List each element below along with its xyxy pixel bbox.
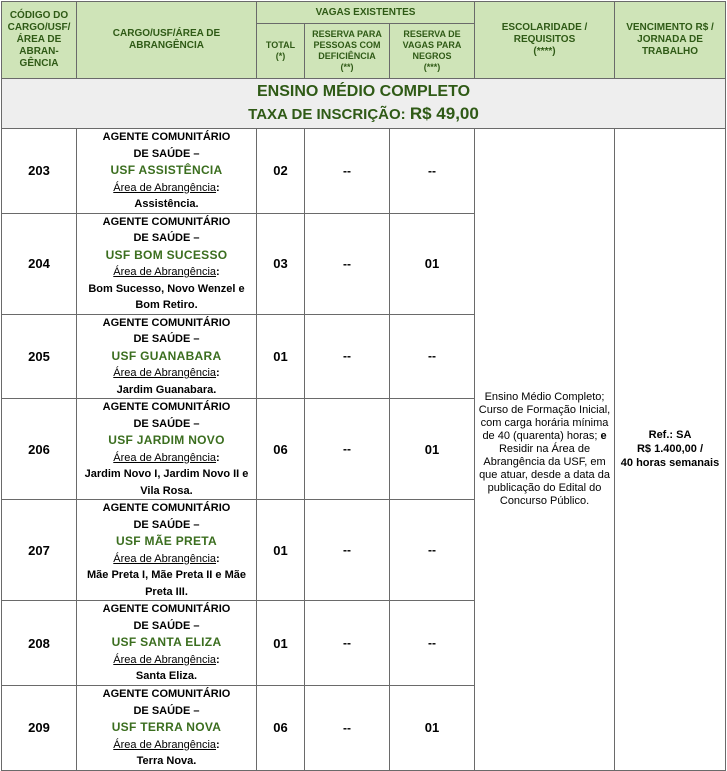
usf-name: USF BOM SUCESSO bbox=[105, 247, 228, 262]
area-value: Jardim Novo I, Jardim Novo II e Vila Rosa. bbox=[84, 468, 249, 497]
header-cargo: CARGO/USF/ÁREA DE ABRANGÊNCIA bbox=[77, 2, 257, 79]
vagas-total: 03 bbox=[257, 213, 305, 314]
cargo-description: AGENTE COMUNITÁRIO DE SAÚDE – USF JARDIM NOVO Área de Abrangência: Jardim Novo I, Jardim Novo II e Vila Rosa. bbox=[77, 399, 257, 500]
cargo-line-2: DE SAÚDE – bbox=[133, 232, 200, 244]
cargo-code: 207 bbox=[2, 500, 77, 601]
vagas-negros: -- bbox=[390, 314, 475, 399]
cargo-line-2: DE SAÚDE – bbox=[133, 619, 200, 632]
cargo-code: 208 bbox=[2, 601, 77, 686]
cargo-code: 203 bbox=[2, 129, 77, 214]
vagas-pcd: -- bbox=[305, 500, 390, 601]
cargo-line-1: AGENTE COMUNITÁRIO bbox=[102, 401, 231, 413]
cargo-line-1: AGENTE COMUNITÁRIO bbox=[102, 316, 231, 329]
header-negros-label: RESERVA DE VAGAS PARA NEGROS bbox=[402, 29, 462, 61]
usf-name: USF JARDIM NOVO bbox=[108, 433, 225, 447]
area-label: Área de Abrangência bbox=[113, 552, 217, 565]
salary-hours: 40 horas semanais bbox=[620, 457, 720, 470]
cargo-description: AGENTE COMUNITÁRIO DE SAÚDE – USF BOM SUCESSO Área de Abrangência: Bom Sucesso, Novo Wenzel e Bom Retiro. bbox=[77, 213, 257, 314]
area-label: Área de Abrangência bbox=[113, 367, 217, 379]
usf-name: USF TERRA NOVA bbox=[111, 720, 222, 734]
cargo-line-2: DE SAÚDE – bbox=[133, 417, 200, 430]
cargo-line-2: DE SAÚDE – bbox=[133, 704, 200, 717]
cargo-line-1: AGENTE COMUNITÁRIO bbox=[102, 603, 231, 616]
vagas-total: 02 bbox=[257, 129, 305, 214]
vagas-pcd: -- bbox=[305, 314, 390, 399]
header-vagas: VAGAS EXISTENTES bbox=[257, 2, 475, 24]
header-total bbox=[257, 24, 305, 79]
vagas-total: 06 bbox=[257, 686, 305, 771]
cargo-code: 209 bbox=[2, 686, 77, 771]
vagas-negros: -- bbox=[390, 129, 475, 214]
cargo-code: 205 bbox=[2, 314, 77, 399]
salary-cell bbox=[615, 129, 726, 771]
area-value: Jardim Guanabara. bbox=[116, 383, 217, 396]
cargo-line-2: DE SAÚDE – bbox=[133, 518, 200, 531]
header-code: CÓDIGO DO CARGO/USF/ ÁREA DE ABRAN- GÊNCIA bbox=[2, 2, 77, 79]
cargo-line-1: AGENTE COMUNITÁRIO bbox=[102, 688, 231, 700]
vagas-pcd: -- bbox=[305, 399, 390, 500]
vagas-total: 06 bbox=[257, 399, 305, 500]
cargo-description: AGENTE COMUNITÁRIO DE SAÚDE – USF GUANABARA Área de Abrangência: Jardim Guanabara. bbox=[77, 314, 257, 399]
header-total-note: (*) bbox=[275, 51, 286, 61]
usf-name: USF MÃE PRETA bbox=[115, 534, 217, 548]
vagas-negros: -- bbox=[390, 601, 475, 686]
cargo-description: AGENTE COMUNITÁRIO DE SAÚDE – USF ASSISTÊNCIA Área de Abrangência: Assistência. bbox=[77, 129, 257, 214]
usf-name: USF ASSISTÊNCIA bbox=[110, 163, 223, 177]
header-escolaridade-note: (****) bbox=[533, 46, 556, 57]
section-title: ENSINO MÉDIO COMPLETO bbox=[256, 83, 471, 100]
header-escolaridade-label: ESCOLARIDADE / REQUISITOS bbox=[501, 22, 588, 45]
header-pcd-note: (**) bbox=[340, 62, 354, 72]
usf-name: USF SANTA ELIZA bbox=[111, 635, 222, 650]
area-label: Área de Abrangência bbox=[113, 738, 217, 751]
cargo-code: 206 bbox=[2, 399, 77, 500]
vagas-total: 01 bbox=[257, 601, 305, 686]
section-heading bbox=[2, 79, 726, 129]
cargo-line-1: AGENTE COMUNITÁRIO bbox=[102, 131, 231, 143]
area-value: Bom Sucesso, Novo Wenzel e Bom Retiro. bbox=[88, 282, 245, 311]
vagas-negros: 01 bbox=[390, 213, 475, 314]
area-label: Área de Abrangência bbox=[113, 181, 217, 194]
salary-ref: Ref.: SA bbox=[648, 429, 692, 442]
cargo-description: AGENTE COMUNITÁRIO DE SAÚDE – USF MÃE PRETA Área de Abrangência: Mãe Preta I, Mãe Preta II e Mãe Preta III. bbox=[77, 500, 257, 601]
vagas-negros: 01 bbox=[390, 686, 475, 771]
header-negros bbox=[390, 24, 475, 79]
section-fee bbox=[2, 103, 725, 126]
vagas-negros: 01 bbox=[390, 399, 475, 500]
cargo-line-1: AGENTE COMUNITÁRIO bbox=[102, 215, 231, 228]
cargo-line-2: DE SAÚDE – bbox=[133, 147, 200, 160]
salary-value: R$ 1.400,00 / bbox=[636, 443, 704, 456]
area-label: Área de Abrangência bbox=[113, 266, 217, 278]
cargo-line-1: AGENTE COMUNITÁRIO bbox=[102, 502, 231, 514]
vagas-total: 01 bbox=[257, 314, 305, 399]
vagas-total: 01 bbox=[257, 500, 305, 601]
area-label: Área de Abrangência bbox=[113, 653, 217, 666]
area-value: Santa Eliza. bbox=[135, 670, 198, 683]
requirements-part-1: Ensino Médio Completo; Curso de Formação Inicial, com carga horária mínima de 40 (quarenta) horas; bbox=[478, 390, 611, 442]
cargo-description: AGENTE COMUNITÁRIO DE SAÚDE – USF SANTA ELIZA Área de Abrangência: Santa Eliza. bbox=[77, 601, 257, 686]
cargo-code: 204 bbox=[2, 213, 77, 314]
header-pcd bbox=[305, 24, 390, 79]
header-escolaridade bbox=[475, 2, 615, 79]
header-pcd-label: RESERVA PARA PESSOAS COM DEFICIÊNCIA bbox=[312, 29, 382, 61]
area-value: Assistência. bbox=[134, 198, 199, 210]
vagas-pcd: -- bbox=[305, 213, 390, 314]
vagas-pcd: -- bbox=[305, 601, 390, 686]
area-label: Área de Abrangência bbox=[113, 451, 217, 464]
requirements-conj: e bbox=[600, 429, 607, 442]
vagas-pcd: -- bbox=[305, 129, 390, 214]
requirements-cell bbox=[475, 129, 615, 771]
requirements-part-2: Residir na Área de Abrangência da USF, em que atuar, desde a data da publicação do Edital do Concurso Público. bbox=[479, 442, 610, 507]
usf-name: USF GUANABARA bbox=[111, 348, 222, 363]
vacancy-table bbox=[1, 1, 726, 771]
fee-value: R$ 49,00 bbox=[409, 104, 479, 123]
vagas-negros: -- bbox=[390, 500, 475, 601]
cargo-description: AGENTE COMUNITÁRIO DE SAÚDE – USF TERRA NOVA Área de Abrangência: Terra Nova. bbox=[77, 686, 257, 771]
header-vencimento: VENCIMENTO R$ / JORNADA DE TRABALHO bbox=[615, 2, 726, 79]
table-row bbox=[2, 129, 726, 214]
header-total-label: TOTAL bbox=[265, 40, 296, 50]
cargo-line-2: DE SAÚDE – bbox=[133, 333, 200, 345]
header-negros-note: (***) bbox=[423, 62, 441, 72]
vagas-pcd: -- bbox=[305, 686, 390, 771]
fee-label: TAXA DE INSCRIÇÃO: bbox=[248, 106, 406, 123]
area-value: Terra Nova. bbox=[136, 755, 197, 767]
area-value: Mãe Preta I, Mãe Preta II e Mãe Preta III. bbox=[87, 569, 246, 598]
